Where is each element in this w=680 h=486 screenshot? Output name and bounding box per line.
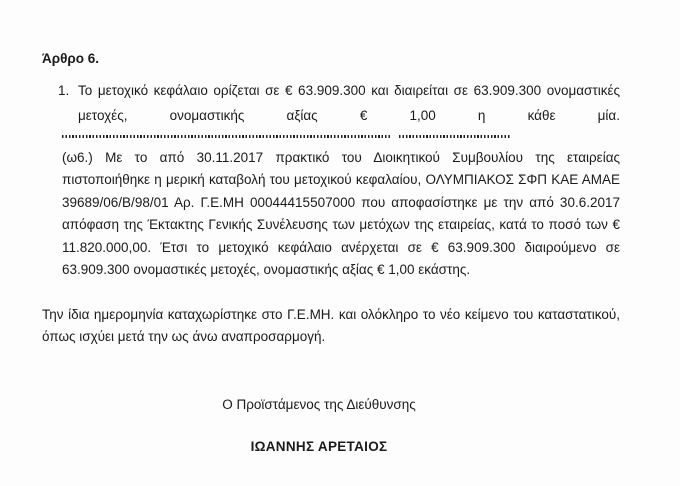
amendment-paragraph: (ω6.) Με το από 30.11.2017 πρακτικό του Διοικητικού Συμβουλίου της εταιρείας πιστοποιήθηκε η μερική καταβολή του μετοχικού κεφαλαίου, ΟΛΥΜΠΙΑΚΟΣ ΣΦΠ ΚΑΕ ΑΜΑΕ 39689/06/Β/98/01 Αρ. Γ.Ε.ΜΗ 00044415507000 που αποφασίστηκε με την από 30.6.2017 απόφαση της Έκτακτης Γενικής Συνέλευσης των μετόχων της εταιρείας, κατά το ποσό των € 11.820.000,00. Έτσι το μετοχικό κεφάλαιο ανέρχεται σε € 63.909.300 διαιρούμενο σε 63.909.300 ονομαστικές μετοχές, ονομαστικής αξίας € 1,00 εκάστης. <box>62 149 620 277</box>
list-item-number: 1. <box>58 83 70 98</box>
list-item-body <box>78 78 620 128</box>
dotted-line-segment-1 <box>62 135 392 138</box>
dotted-separator <box>62 135 620 138</box>
list-item-line-2: μετοχές, ονομαστικής αξίας € 1,00 η κάθε μία. <box>78 108 620 123</box>
signature-title: Ο Προϊστάμενος της Διεύθυνσης <box>222 396 416 412</box>
signature-block <box>30 396 608 455</box>
dotted-line-segment-2 <box>399 135 511 138</box>
article-heading: Άρθρο 6. <box>42 51 100 66</box>
list-item <box>42 78 620 128</box>
list-item-line-1: Το μετοχικό κεφάλαιο ορίζεται σε € 63.909.300 και διαιρείται σε 63.909.300 ονομαστικές <box>78 83 620 98</box>
registration-paragraph: Την ίδια ημερομηνία καταχωρίστηκε στο Γ.Ε.ΜΗ. και ολόκληρο το νέο κείμενο του καταστατικού, όπως ισχύει μετά την ως άνω αναπροσαρμογή. <box>42 306 620 344</box>
signature-name: ΙΩΑΝΝΗΣ ΑΡΕΤΑΙΟΣ <box>250 438 388 454</box>
